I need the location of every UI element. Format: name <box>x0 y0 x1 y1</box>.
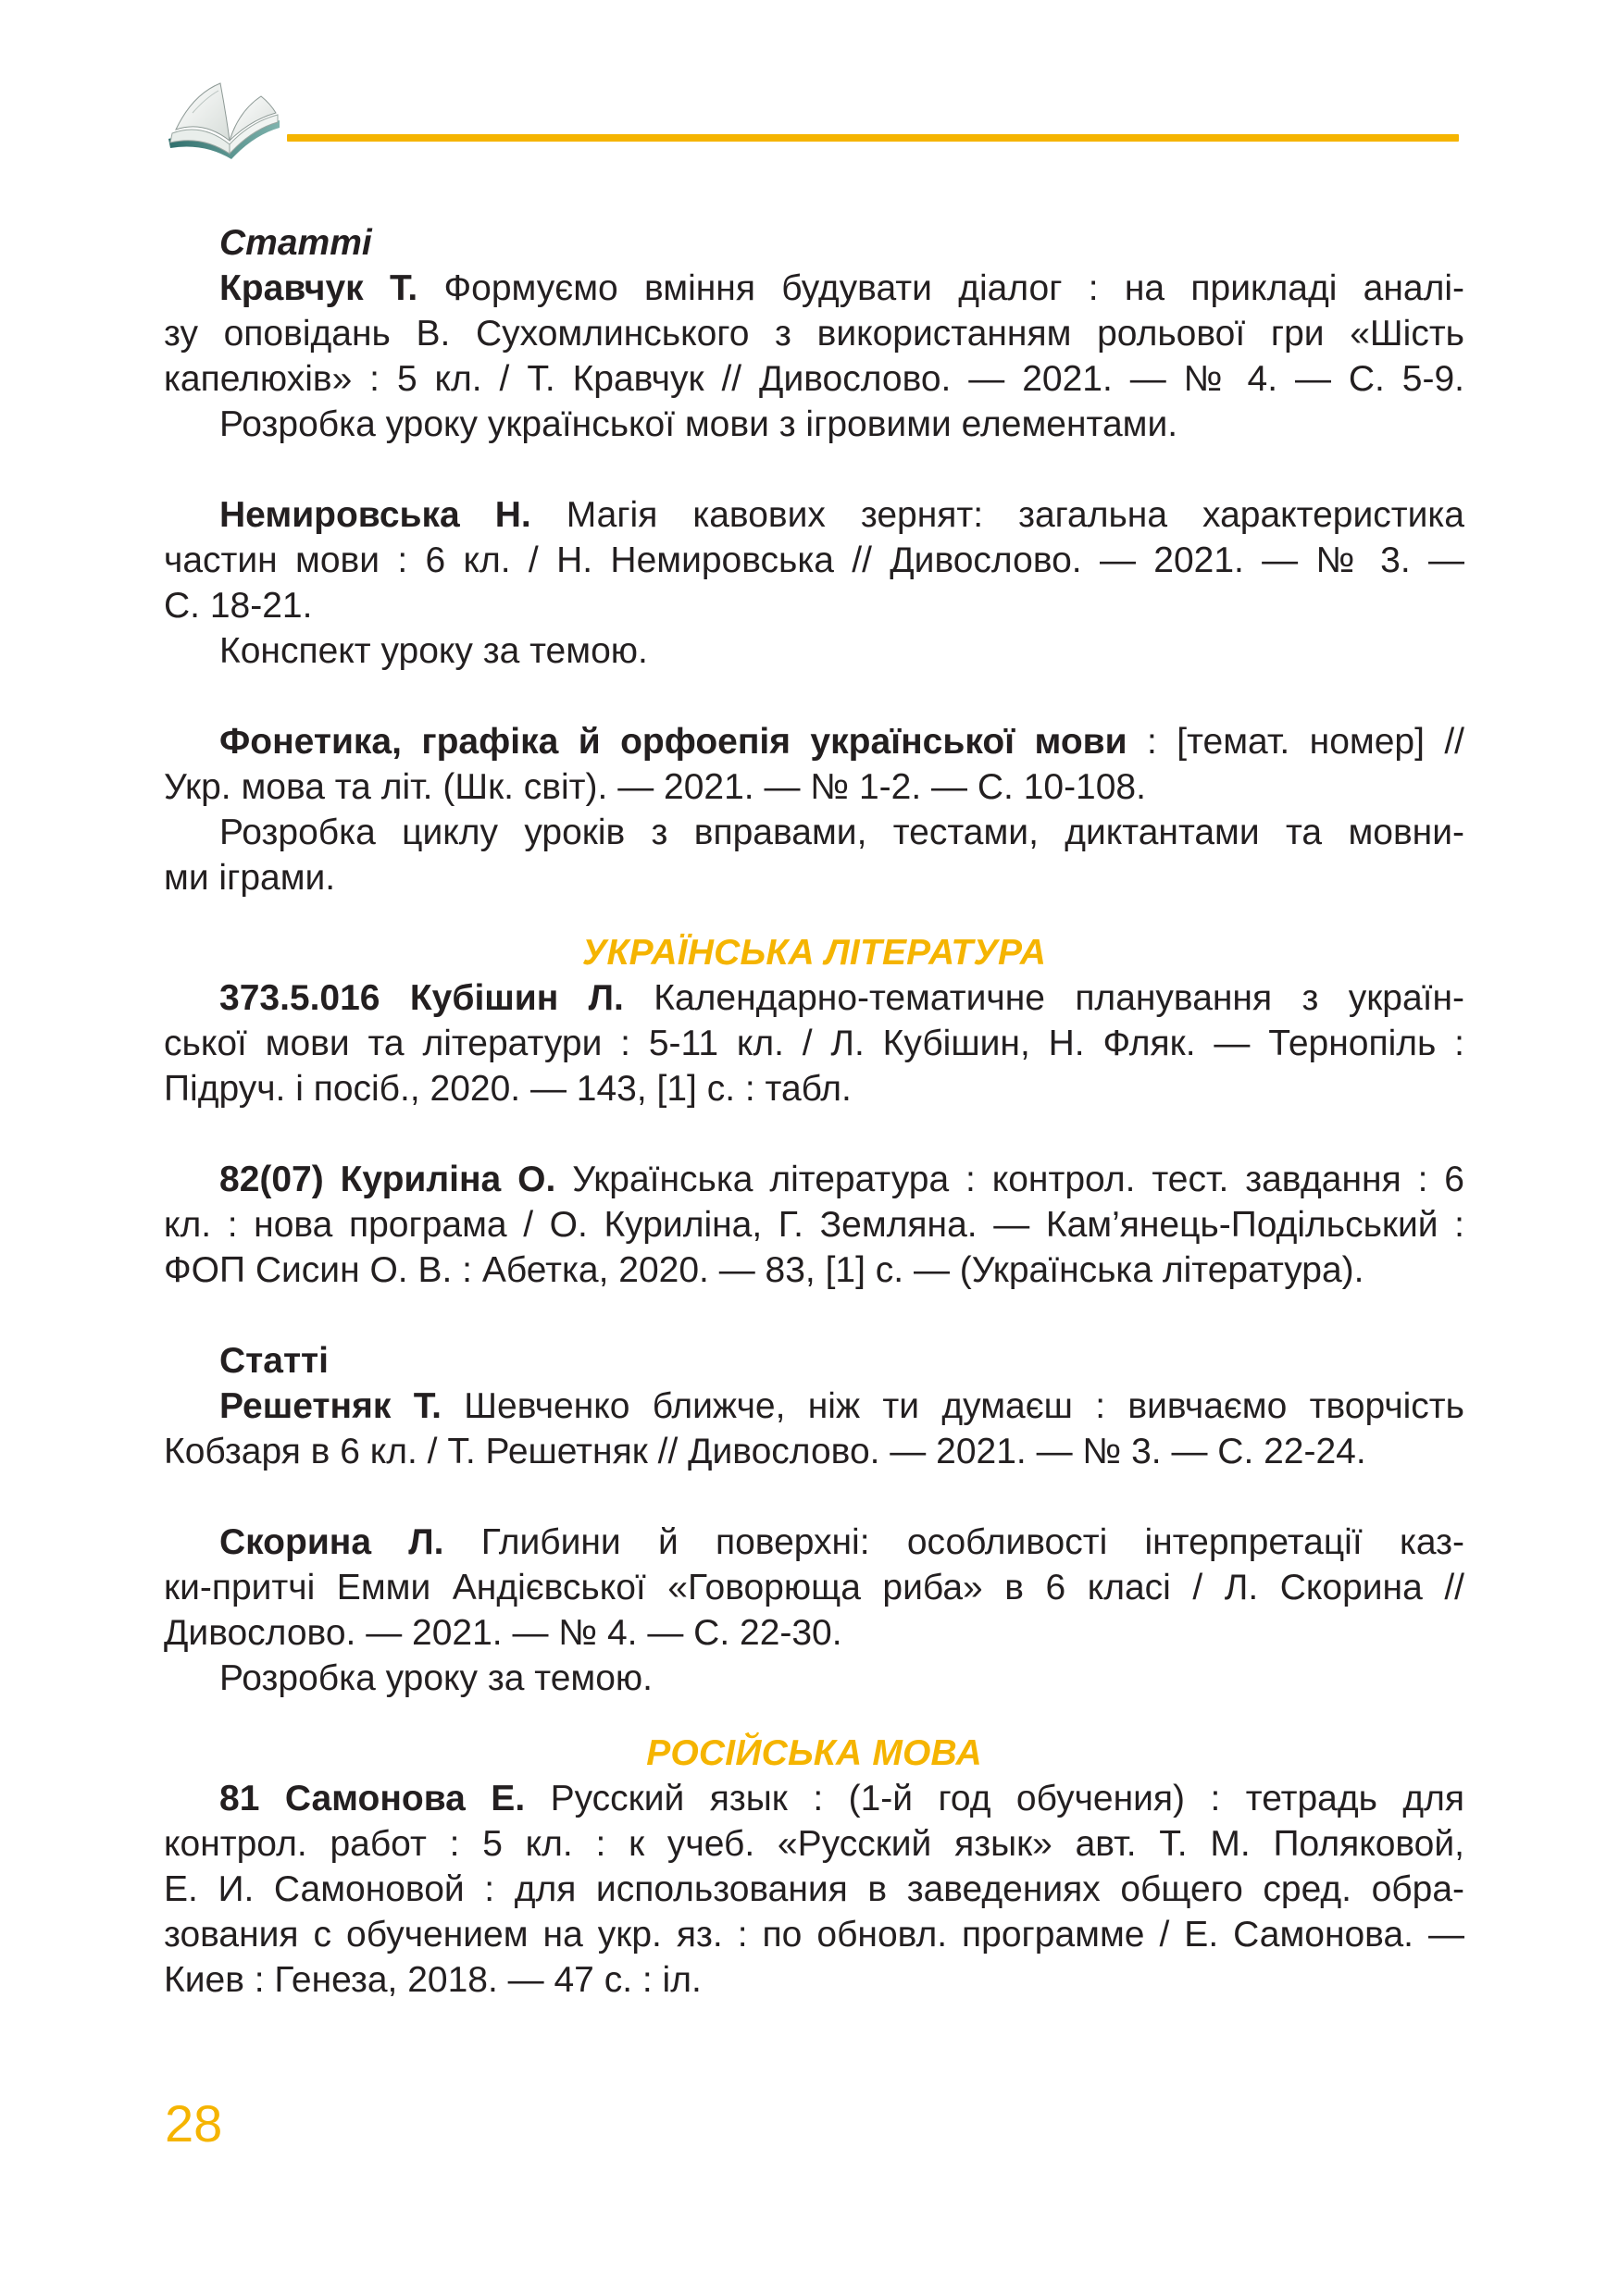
entry-author: 81 Самонова Е. <box>219 1779 526 1818</box>
entry-author: 82(07) Куриліна О. <box>219 1160 556 1199</box>
entry-note: Розробка уроку української мови з ігровими елементами. <box>219 404 1178 444</box>
entry-author: Кравчук Т. <box>219 268 418 308</box>
header-rule <box>287 134 1459 142</box>
section-heading: РОСІЙСЬКА МОВА <box>646 1733 982 1773</box>
page-number: 28 <box>165 2094 223 2153</box>
entry-title: Фонетика, графіка й орфоепія української мови <box>219 722 1127 762</box>
section-heading: УКРАЇНСЬКА ЛІТЕРАТУРА <box>581 933 1047 973</box>
entry-note: Розробка циклу уроків з вправами, тестами, диктантами та мовни- <box>219 813 1464 852</box>
entry-author: 373.5.016 Кубішин Л. <box>219 978 624 1018</box>
entry-author: Скорина Л. <box>219 1522 444 1562</box>
entry-author: Решетняк Т. <box>219 1386 442 1426</box>
entry-note: Розробка уроку за темою. <box>219 1658 653 1698</box>
bibliography-entry: 373.5.016 Кубішин Л. Календарно-тематичне планування з україн- ської мови та літератури : 5-11 кл. / Л. Кубішин, Н. Фляк. — Тернопіль : Підруч. і посіб., 2020. — 143, [1] с. : табл. <box>164 978 1464 1109</box>
section-subheading: Статті <box>219 223 372 263</box>
bibliography-entry: Решетняк Т. Шевченко ближче, ніж ти думаєш : вивчаємо творчість Кобзаря в 6 кл. / Т. Решетняк // Дивослово. — 2021. — № 3. — С. 22-24. <box>164 1386 1464 1471</box>
bibliography-entry: Кравчук Т. Формуємо вміння будувати діалог : на прикладі аналі- зу оповідань В. Сухомлинського з використанням рольової гри «Шість капелюхів» : 5 кл. / Т. Кравчук // Дивослово. — 2021. — № 4. — С. 5-9. Розробка уроку української мови з ігровими елементами. <box>164 266 1464 447</box>
entry-note: Конспект уроку за темою. <box>219 631 648 671</box>
entry-author: Немировська Н. <box>219 495 531 535</box>
open-book-icon <box>165 76 285 168</box>
section-subheading: Статті <box>219 1341 329 1381</box>
bibliography-entry: Фонетика, графіка й орфоепія української мови : [темат. номер] // Укр. мова та літ. (Шк. світ). — 2021. — № 1-2. — С. 10-108. Розробка циклу уроків з вправами, тестами, диктантами та мовни- ми іграми. <box>164 722 1464 898</box>
bibliography-entry: Немировська Н. Магія кавових зернят: загальна характеристика частин мови : 6 кл. / Н. Немировська // Дивослово. — 2021. — № 3. — С. 18-21. Конспект уроку за темою. <box>164 492 1464 674</box>
bibliography-entry: 82(07) Куриліна О. Українська література : контрол. тест. завдання : 6 кл. : нова програма / О. Куриліна, Г. Земляна. — Кам’янець-Подільський : ФОП Сисин О. В. : Абетка, 2020. — 83, [1] с. — (Українська література). <box>164 1160 1464 1290</box>
bibliography-entry: Скорина Л. Глибини й поверхні: особливості інтерпретації каз- ки-притчі Емми Андієвської «Говорюща риба» в 6 класі / Л. Скорина // Дивослово. — 2021. — № 4. — С. 22-30. Розробка уроку за темою. <box>164 1520 1464 1701</box>
bibliography-entry: 81 Самонова Е. Русский язык : (1-й год обучения) : тетрадь для контрол. работ : 5 кл. : к учеб. «Русский язык» авт. Т. М. Поляковой, Е. И. Самоновой : для использования в заведениях общего сред. обра- зования с обучением на укр. яз. : по обновл. программе / Е. Самонова. — Киев : Генеза, 2018. — 47 с. : іл. <box>164 1779 1464 2000</box>
bibliography <box>164 220 1464 2003</box>
